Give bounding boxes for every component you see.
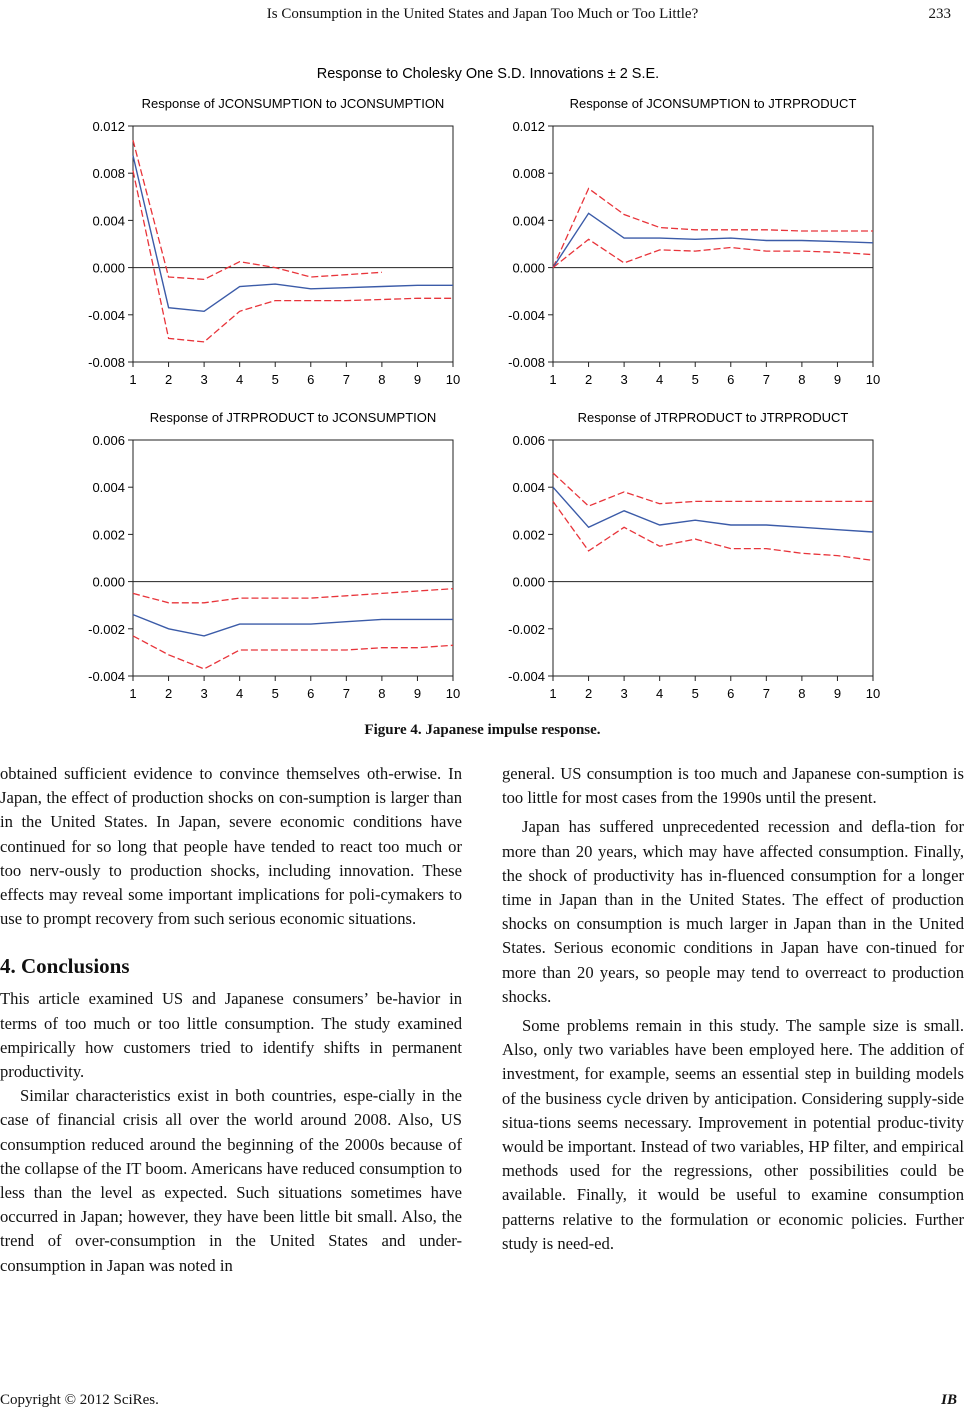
lower-band-line (133, 636, 453, 669)
left-column (0, 762, 462, 1278)
x-tick-label: 5 (691, 686, 699, 701)
x-tick-label: 3 (200, 372, 208, 387)
body-paragraph: Japan has suffered unprecedented recession and defla-tion for more than 20 years, which may have affected consumption. Finally, the shock of productivity has in-fluenced consumption for a longer time in Japan than in the United States. The effect of production shocks on consumption is much larger in Japan than in the United States. Serious economic conditions in Japan have con-tinued for more than 20 years, so people may tend to overreact to production shocks. (502, 817, 964, 1006)
figure-suptitle: Response to Cholesky One S.D. Innovations ± 2 S.E. (316, 66, 660, 82)
plot-frame (553, 126, 873, 362)
x-tick-label: 3 (620, 372, 628, 387)
y-tick-label: 0.004 (512, 213, 545, 229)
figure-caption: Figure 4. Japanese impulse response. (364, 722, 601, 738)
x-tick-label: 6 (727, 686, 735, 701)
lower-band-line (553, 501, 873, 560)
x-tick-label: 2 (584, 686, 593, 701)
upper-band-line (133, 589, 453, 603)
y-tick-label: 0.006 (512, 433, 545, 448)
x-tick-label: 6 (307, 686, 315, 701)
body-paragraph: obtained sufficient evidence to convince themselves oth-erwise. In Japan, the effect of production shocks on con-sumption is larger than in the United States. In Japan, severe economic conditions have continued for so long that people have tended to react too much or too nerv-ously to production shocks, including innovation. These effects may reveal some important implications for poli-cymakers to use to prompt recovery from such serious economic situations. (0, 764, 462, 929)
body-paragraph: Some problems remain in this study. The sample size is small. Also, only two variables have been employed here. The addition of investment, for example, seems an essential step in building models of the business cycle driven by anticipation. Considering supply-side situa-tions seems necessary. Improvement in potential produc-tivity would be important. Instead of two variables, HP filter, and empirical methods used for the regressions, other possibilities could be available. Finally, it would be useful to examine consumption patterns relative to the formulation or economic policies. Further study is need-ed. (502, 1016, 964, 1253)
body-paragraph: This article examined US and Japanese consumers’ be-havior in terms of too much or too little consumption. The study examined empirically how customers tried to identify shifts in permanent productivity. (0, 989, 462, 1082)
panel-title: Response of JTRPRODUCT to JCONSUMPTION (149, 410, 437, 425)
y-tick-label: -0.008 (508, 355, 545, 370)
x-tick-label: 6 (307, 372, 315, 387)
y-tick-label: 0.002 (92, 527, 125, 543)
right-column (502, 762, 964, 1256)
y-tick-label: -0.008 (88, 355, 125, 370)
x-tick-label: 1 (129, 372, 137, 387)
x-tick-label: 5 (271, 686, 279, 701)
x-tick-label: 7 (342, 686, 350, 701)
y-tick-label: -0.004 (508, 307, 545, 323)
y-tick-label: 0.004 (92, 480, 125, 496)
x-tick-label: 5 (271, 372, 279, 387)
x-tick-label: 1 (549, 686, 557, 701)
panel-title: Response of JCONSUMPTION to JCONSUMPTION (141, 96, 445, 111)
y-tick-label: 0.008 (92, 166, 125, 182)
x-tick-label: 10 (445, 686, 461, 701)
y-tick-label: -0.004 (508, 669, 545, 684)
response-line (133, 156, 453, 312)
y-tick-label: -0.002 (88, 621, 125, 637)
upper-band-line (133, 140, 382, 279)
upper-band-line (553, 189, 873, 268)
running-header (0, 6, 965, 30)
chart-panel (508, 96, 880, 387)
chart-panel (508, 410, 880, 701)
x-tick-label: 7 (342, 372, 350, 387)
x-tick-label: 4 (656, 372, 664, 387)
journal-abbrev: IB (941, 1392, 957, 1408)
x-tick-label: 8 (798, 686, 806, 701)
impulse-response-figure (0, 48, 965, 713)
y-tick-label: 0.000 (92, 260, 125, 276)
x-tick-label: 9 (833, 686, 842, 701)
response-line (133, 615, 453, 636)
panel-title: Response of JTRPRODUCT to JTRPRODUCT (577, 410, 849, 425)
plot-frame (553, 440, 873, 676)
x-tick-label: 1 (549, 372, 557, 387)
x-tick-label: 8 (378, 372, 386, 387)
lower-band-line (133, 171, 453, 342)
y-tick-label: 0.004 (92, 213, 125, 229)
page-number: 233 (928, 6, 951, 22)
chart-panel (88, 96, 460, 387)
plot-frame (133, 440, 453, 676)
lower-band-line (553, 239, 873, 267)
x-tick-label: 9 (833, 372, 842, 387)
x-tick-label: 8 (798, 372, 806, 387)
x-tick-label: 2 (584, 372, 593, 387)
x-tick-label: 7 (762, 686, 770, 701)
y-tick-label: -0.004 (88, 669, 125, 684)
response-line (553, 213, 873, 267)
chart-panel (88, 410, 460, 701)
upper-band-line (553, 473, 873, 506)
y-tick-label: 0.000 (512, 260, 545, 276)
y-tick-label: 0.008 (512, 166, 545, 182)
x-tick-label: 5 (691, 372, 699, 387)
x-tick-label: 6 (727, 372, 735, 387)
x-tick-label: 3 (200, 686, 208, 701)
x-tick-label: 4 (236, 372, 244, 387)
y-tick-label: 0.006 (92, 433, 125, 448)
section-heading: 4. Conclusions (0, 954, 130, 979)
y-tick-label: 0.004 (512, 480, 545, 496)
x-tick-label: 2 (164, 686, 173, 701)
x-tick-label: 2 (164, 372, 173, 387)
copyright-notice: Copyright © 2012 SciRes. (0, 1392, 159, 1408)
x-tick-label: 4 (656, 686, 664, 701)
y-tick-label: 0.000 (92, 574, 125, 590)
y-tick-label: -0.004 (88, 307, 125, 323)
x-tick-label: 9 (413, 686, 422, 701)
body-paragraph: Similar characteristics exist in both countries, espe-cially in the case of financial crisis all over the world around 2008. Also, US consumption reduced around the beginning of the 2000s because of the collapse of the IT boom. Americans have reduced consumption to less than the level as expected. Such situations sometimes have occurred in Japan; however, they have been little bit small. Also, the trend of over-consumption in the United States and under-consumption in Japan was noted in (0, 1086, 462, 1275)
x-tick-label: 8 (378, 686, 386, 701)
y-tick-label: -0.002 (508, 621, 545, 637)
y-tick-label: 0.012 (512, 119, 545, 134)
x-tick-label: 10 (865, 686, 881, 701)
y-tick-label: 0.002 (512, 527, 545, 543)
y-tick-label: 0.000 (512, 574, 545, 590)
y-tick-label: 0.012 (92, 119, 125, 134)
x-tick-label: 4 (236, 686, 244, 701)
x-tick-label: 7 (762, 372, 770, 387)
running-title: Is Consumption in the United States and Japan Too Much or Too Little? (266, 6, 699, 22)
x-tick-label: 1 (129, 686, 137, 701)
x-tick-label: 9 (413, 372, 422, 387)
plot-frame (133, 126, 453, 362)
body-paragraph: general. US consumption is too much and Japanese con-sumption is too little for most cases from the 1990s until the present. (502, 764, 964, 808)
response-line (553, 487, 873, 532)
x-tick-label: 3 (620, 686, 628, 701)
x-tick-label: 10 (445, 372, 461, 387)
panel-title: Response of JCONSUMPTION to JTRPRODUCT (569, 96, 857, 111)
x-tick-label: 10 (865, 372, 881, 387)
